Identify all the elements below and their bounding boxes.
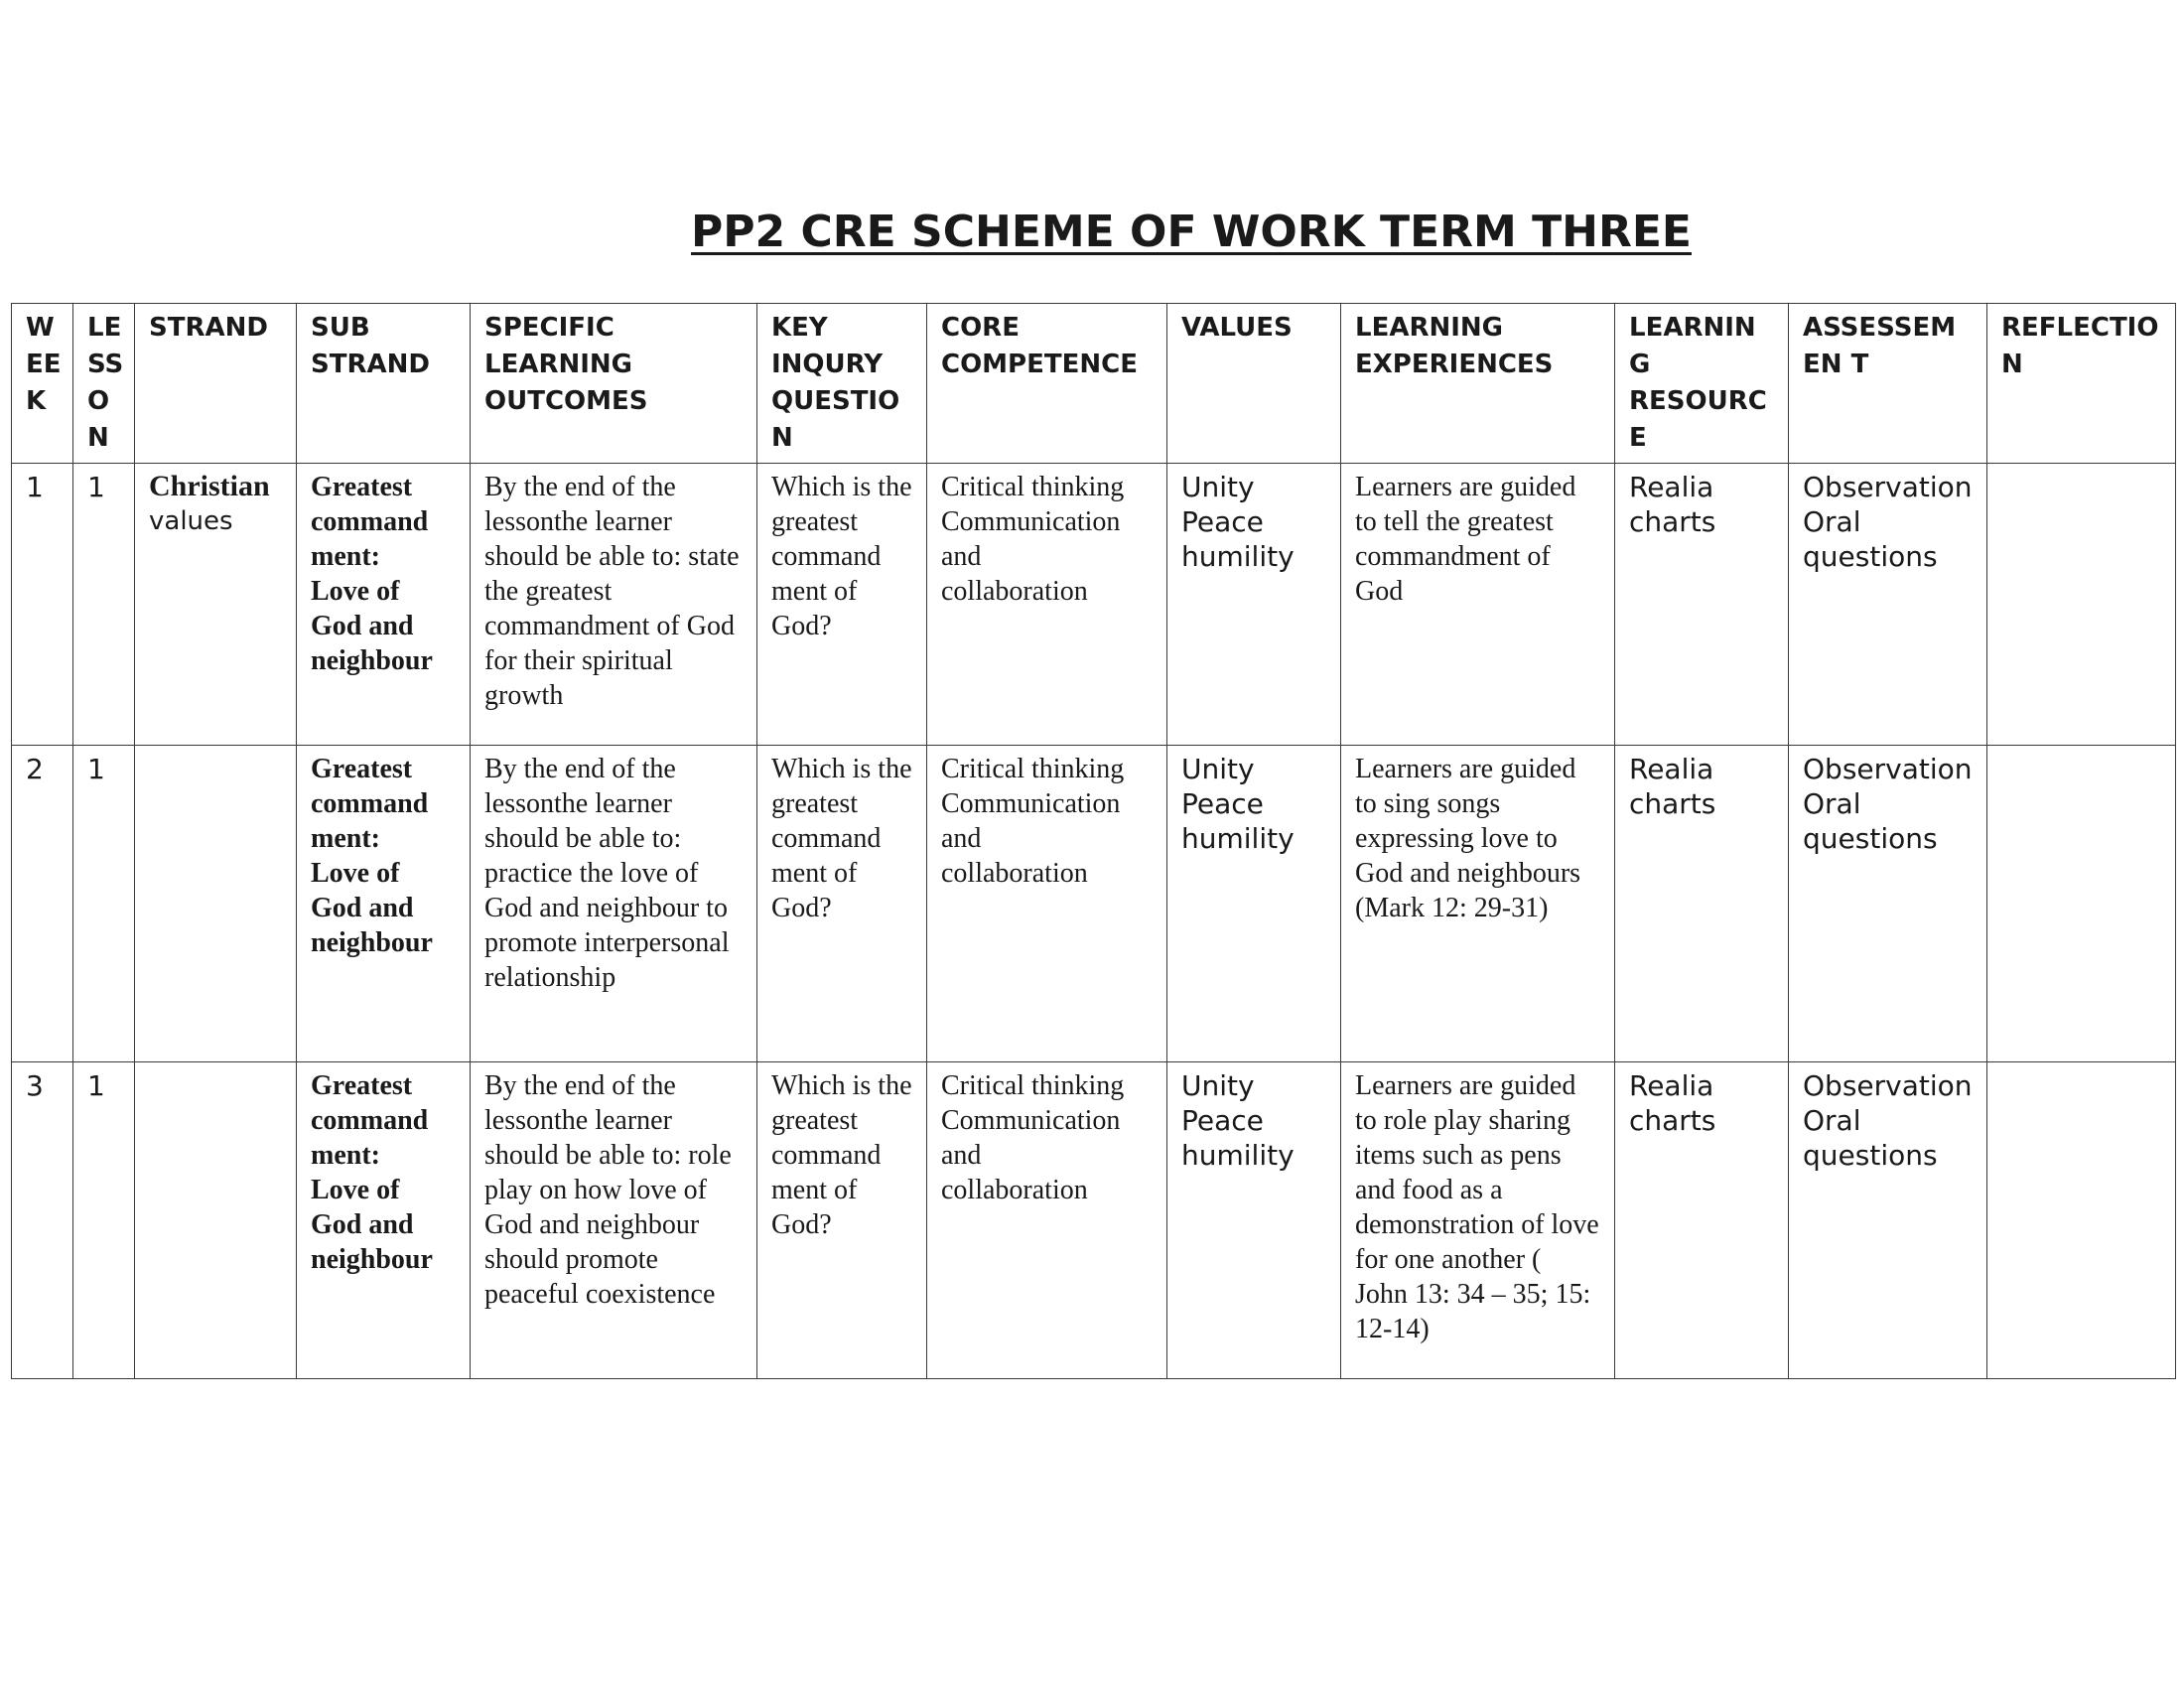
cell-line: Critical thinking <box>941 472 1125 502</box>
strand-cell <box>135 746 297 1062</box>
cell-line: neighbour <box>311 927 433 958</box>
strand-subtitle: values <box>149 506 233 536</box>
cell-line: Critical thinking <box>941 754 1125 784</box>
cell-line: and <box>941 823 982 854</box>
key-question-cell: Which is the greatest command ment of God? <box>757 746 927 1062</box>
sub-strand-cell <box>297 746 471 1062</box>
header-lesson: LE SS O N <box>73 304 135 464</box>
cell-line: collaboration <box>941 858 1088 889</box>
cell-line: humility <box>1181 822 1295 855</box>
cell-line: Greatest <box>311 472 413 502</box>
cell-line: and <box>941 541 982 572</box>
cell-line: questions <box>1803 822 1938 855</box>
header-key-inquiry-question: KEY INQURY QUESTION <box>757 304 927 464</box>
table-header-row <box>12 304 2176 464</box>
values-cell <box>1167 464 1341 746</box>
cell-line: Oral <box>1803 787 1861 820</box>
table-row-2 <box>12 746 2176 1062</box>
strand-cell <box>135 464 297 746</box>
lesson-cell: 1 <box>73 464 135 746</box>
cell-line: Unity <box>1181 753 1255 785</box>
cell-line: Critical thinking <box>941 1070 1125 1101</box>
table-row-3 <box>12 1062 2176 1379</box>
cell-line: humility <box>1181 540 1295 573</box>
key-question-cell: Which is the greatest command ment of God? <box>757 464 927 746</box>
header-learning-resource: LEARNING RESOURCE <box>1615 304 1789 464</box>
header-assessment: ASSESSEMEN T <box>1789 304 1987 464</box>
cell-line: questions <box>1803 540 1938 573</box>
cell-line: neighbour <box>311 1244 433 1275</box>
cell-line: Peace <box>1181 505 1264 538</box>
cell-line: neighbour <box>311 645 433 676</box>
cell-line: Oral <box>1803 505 1861 538</box>
cell-line: Peace <box>1181 1104 1264 1137</box>
cell-line: Observation <box>1803 1069 1973 1102</box>
cell-line: Love of <box>311 576 400 607</box>
cell-line: Observation <box>1803 753 1973 785</box>
cell-line: Greatest <box>311 754 413 784</box>
header-reflection: REFLECTION <box>1987 304 2176 464</box>
sub-strand-cell <box>297 464 471 746</box>
learning-experiences-cell: Learners are guided to role play sharing items such as pens and food as a demonstration of love for one another ( John 13: 34 – 35; 15: 12-14) <box>1341 1062 1615 1379</box>
learning-resource-cell <box>1615 1062 1789 1379</box>
cell-line: Greatest <box>311 1070 413 1101</box>
cell-line: Observation <box>1803 471 1973 503</box>
header-values: VALUES <box>1167 304 1341 464</box>
table-row-1 <box>12 464 2176 746</box>
reflection-cell <box>1987 746 2176 1062</box>
cell-line: Love of <box>311 858 400 889</box>
cell-line: command <box>311 1105 429 1136</box>
week-cell: 1 <box>12 464 73 746</box>
week-cell: 2 <box>12 746 73 1062</box>
reflection-cell <box>1987 464 2176 746</box>
header-learning-outcomes: SPECIFIC LEARNING OUTCOMES <box>471 304 757 464</box>
cell-line: questions <box>1803 1139 1938 1172</box>
key-question-cell: Which is the greatest command ment of God? <box>757 1062 927 1379</box>
scheme-of-work-table <box>11 303 2176 1379</box>
reflection-cell <box>1987 1062 2176 1379</box>
cell-line: Love of <box>311 1175 400 1205</box>
assessment-cell <box>1789 746 1987 1062</box>
cell-line: Realia <box>1629 471 1714 503</box>
cell-line: Oral <box>1803 1104 1861 1137</box>
core-competence-cell <box>927 1062 1167 1379</box>
cell-line: and <box>941 1140 982 1171</box>
header-learning-experiences: LEARNING EXPERIENCES <box>1341 304 1615 464</box>
cell-line: Communication <box>941 506 1121 537</box>
assessment-cell <box>1789 464 1987 746</box>
lesson-cell: 1 <box>73 1062 135 1379</box>
cell-line: Realia <box>1629 1069 1714 1102</box>
cell-line: command <box>311 788 429 819</box>
strand-cell <box>135 1062 297 1379</box>
week-cell: 3 <box>12 1062 73 1379</box>
cell-line: God and <box>311 611 414 641</box>
cell-line: God and <box>311 1209 414 1240</box>
cell-line: Unity <box>1181 471 1255 503</box>
cell-line: Realia <box>1629 753 1714 785</box>
cell-line: collaboration <box>941 576 1088 607</box>
learning-experiences-cell: Learners are guided to sing songs expressing love to God and neighbours (Mark 12: 29-31) <box>1341 746 1615 1062</box>
strand-title: Christian <box>149 470 270 502</box>
cell-line: charts <box>1629 505 1716 538</box>
learning-experiences-cell: Learners are guided to tell the greatest commandment of God <box>1341 464 1615 746</box>
cell-line: ment: <box>311 1140 380 1171</box>
core-competence-cell <box>927 746 1167 1062</box>
cell-line: charts <box>1629 1104 1716 1137</box>
outcomes-cell: By the end of the lessonthe learner should be able to: state the greatest commandment of God for their spiritual growth <box>471 464 757 746</box>
core-competence-cell <box>927 464 1167 746</box>
header-strand: STRAND <box>135 304 297 464</box>
cell-line: collaboration <box>941 1175 1088 1205</box>
cell-line: Communication <box>941 1105 1121 1136</box>
cell-line: humility <box>1181 1139 1295 1172</box>
values-cell <box>1167 746 1341 1062</box>
header-sub-strand: SUB STRAND <box>297 304 471 464</box>
cell-line: ment: <box>311 823 380 854</box>
learning-resource-cell <box>1615 464 1789 746</box>
cell-line: God and <box>311 893 414 923</box>
cell-line: command <box>311 506 429 537</box>
header-week: W EE K <box>12 304 73 464</box>
outcomes-cell: By the end of the lessonthe learner should be able to: role play on how love of God and neighbour should promote peaceful coexistence <box>471 1062 757 1379</box>
cell-line: charts <box>1629 787 1716 820</box>
outcomes-cell: By the end of the lessonthe learner should be able to: practice the love of God and neighbour to promote interpersonal relationship <box>471 746 757 1062</box>
values-cell <box>1167 1062 1341 1379</box>
cell-line: Unity <box>1181 1069 1255 1102</box>
cell-line: Peace <box>1181 787 1264 820</box>
document-title: PP2 CRE SCHEME OF WORK TERM THREE <box>691 207 1692 257</box>
learning-resource-cell <box>1615 746 1789 1062</box>
cell-line: Communication <box>941 788 1121 819</box>
header-core-competence: CORE COMPETENCE <box>927 304 1167 464</box>
assessment-cell <box>1789 1062 1987 1379</box>
lesson-cell: 1 <box>73 746 135 1062</box>
sub-strand-cell <box>297 1062 471 1379</box>
cell-line: ment: <box>311 541 380 572</box>
